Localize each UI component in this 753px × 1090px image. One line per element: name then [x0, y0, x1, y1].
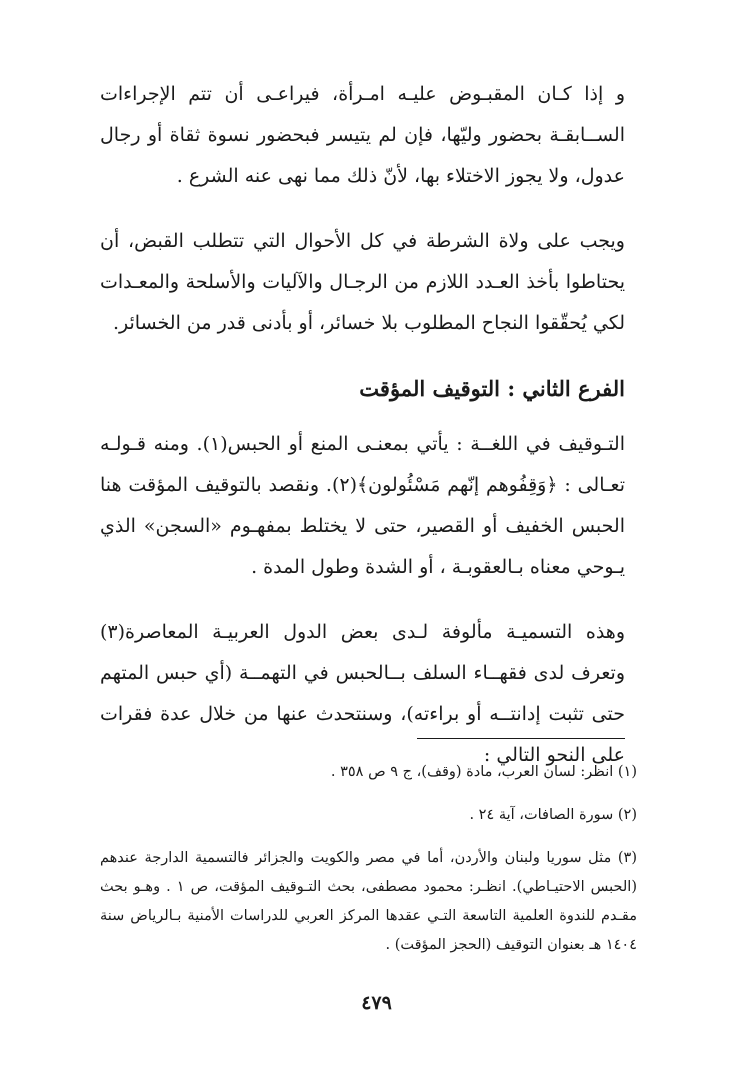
page-number: ٤٧٩: [361, 992, 392, 1014]
main-text: [100, 74, 625, 800]
section-heading: الفرع الثاني : التوقيف المؤقت: [359, 376, 625, 401]
footnote-3: (٣) مثل سوريا ولبنان والأردن، أما في مصر والكويت والجزائر فالتسمية الدارجة عندهم (الحبس الاحتيـاطي). انظـر: محمود مصطفى، بحث التـوقيف المؤقت، ص ١ . وهـو بحث مقـدم للندوة العلمية التاسعة التـي عقدها المركز العربي للدراسات الأمنية بـالرياض سنة ١٤٠٤ هـ بعنوان التوقيف (الحجز المؤقت) .: [100, 850, 637, 953]
footnotes: [100, 758, 637, 974]
footnote-2: (٢) سورة الصافات، آية ٢٤ .: [469, 807, 637, 823]
footnote-divider: [417, 738, 625, 739]
paragraph-definition: التـوقيف في اللغــة : يأتي بمعنـى المنع أو الحبس(١). ومنه قـولـه تعـالى : ﴿وَقِفُوهم إنّهم مَسْئُولون﴾(٢). ونقصد بالتوقيف المؤقت هنا الحبس الخفيف أو القصير، حتى لا يختلط بمفهـوم «السجن» الذي يـوحي معناه بـالعقوبـة ، أو الشدة وطول المدة .: [100, 433, 625, 578]
footnote-1: (١) انظر: لسان العرب، مادة (وقف)، ج ٩ ص ٣٥٨ .: [330, 764, 637, 780]
paragraph-police-precautions: ويجب على ولاة الشرطة في كل الأحوال التي تتطلب القبض، أن يحتاطوا بأخذ العـدد اللازم من الرجـال والآليات والأسلحة والمعـدات لكي يُحقّقوا النجاح المطلوب بلا خسائر، أو بأدنى قدر من الخسائر.: [100, 230, 625, 334]
paragraph-arrest-of-woman: و إذا كـان المقبـوض عليـه امـرأة، فيراعـى أن تتم الإجراءات الســابقـة بحضور وليّها، فإن لم يتيسر فبحضور نسوة ثقاة أو رجال عدول، ولا يجوز الاختلاء بها، لأنّ ذلك مما نهى عنه الشرع .: [100, 83, 625, 187]
paragraph-naming: وهذه التسميـة مألوفة لـدى بعض الدول العربيـة المعاصرة(٣) وتعرف لدى فقهــاء السلف بــالحبس في التهمــة (أي حبس المتهم حتى تثبت إدانتــه أو براءته)، وسنتحدث عنها من خلال عدة فقرات على النحو التالي :: [100, 621, 625, 766]
